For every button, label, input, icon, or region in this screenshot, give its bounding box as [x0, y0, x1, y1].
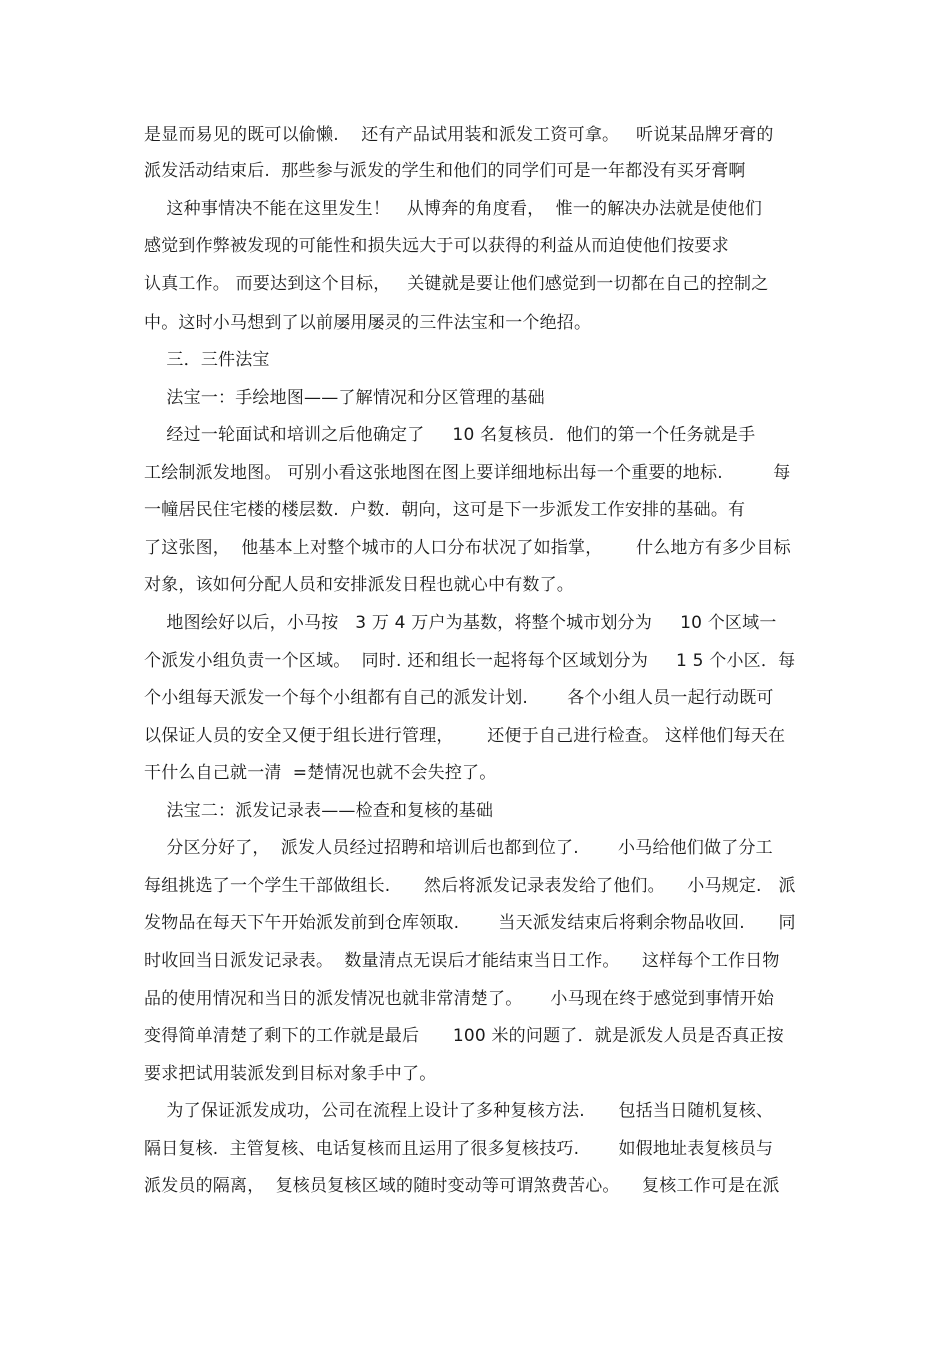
text-line: 这种事情决不能在这里发生！ 从博奔的角度看， 惟一的解决办法就是使他们 [144, 199, 763, 219]
text-line: 派发活动结束后. 那些参与派发的学生和他们的同学们可是一年都没有买牙膏啊 [144, 161, 746, 181]
text-line: 每组挑选了一个学生干部做组长. 然后将派发记录表发给了他们。 小马规定. 派 [144, 876, 796, 896]
text-line: 认真工作。 而要达到这个目标， 关键就是要让他们感觉到一切都在自己的控制之 [144, 274, 769, 294]
text-line: 经过一轮面试和培训之后他确定了 10 名复核员．他们的第一个任务就是手 [144, 425, 756, 445]
text-line: 工绘制派发地图。 可别小看这张地图在图上要详细地标出每一个重要的地标. 每 [144, 463, 791, 483]
text-line: 隔日复核. 主管复核、电话复核而且运用了很多复核技巧. 如假地址表复核员与 [144, 1139, 774, 1159]
text-line: 一幢居民住宅楼的楼层数. 户数. 朝向，这可是下一步派发工作安排的基础。有 [144, 500, 746, 520]
text-line: 品的使用情况和当日的派发情况也就非常清楚了。 小马现在终于感觉到事情开始 [144, 989, 775, 1009]
text-line: 时收回当日派发记录表。 数量清点无误后才能结束当日工作。 这样每个工作日物 [144, 951, 780, 971]
subsection-heading: 法宝二：派发记录表——检查和复核的基础 [144, 801, 494, 821]
text-line: 派发员的隔离， 复核员复核区域的随时变动等可谓煞费苦心。 复核工作可是在派 [144, 1176, 780, 1196]
text-line: 发物品在每天下午开始派发前到仓库领取. 当天派发结束后将剩余物品收回. 同 [144, 913, 796, 933]
text-line: 变得简单清楚了剩下的工作就是最后 100 米的问题了．就是派发人员是否真正按 [144, 1026, 784, 1046]
text-line: 分区分好了， 派发人员经过招聘和培训后也都到位了. 小马给他们做了分工 [144, 838, 773, 858]
text-line: 干什么自己就一清 =楚情况也就不会失控了。 [144, 763, 497, 783]
section-heading: 三．三件法宝 [144, 350, 270, 370]
text-line: 对象，该如何分配人员和安排派发日程也就心中有数了。 [144, 575, 574, 595]
text-line: 要求把试用装派发到目标对象手中了。 [144, 1064, 437, 1084]
text-line: 地图绘好以后，小马按 3 万 4 万户为基数，将整个城市划分为 10 个区域一 [144, 613, 777, 633]
text-line: 中。这时小马想到了以前屡用屡灵的三件法宝和一个绝招。 [144, 313, 592, 333]
text-line: 是显而易见的既可以偷懒. 还有产品试用装和派发工资可拿。 听说某品牌牙膏的 [144, 125, 774, 145]
text-line: 个派发小组负责一个区域。 同时. 还和组长一起将每个区域划分为 1 5 个小区．每 [144, 651, 796, 671]
text-line: 个小组每天派发一个每个小组都有自己的派发计划. 各个小组人员一起行动既可 [144, 688, 774, 708]
text-line: 感觉到作弊被发现的可能性和损失远大于可以获得的利益从而迫使他们按要求 [144, 236, 729, 256]
subsection-heading: 法宝一：手绘地图——了解情况和分区管理的基础 [144, 388, 545, 408]
text-line: 为了保证派发成功，公司在流程上设计了多种复核方法. 包括当日随机复核、 [144, 1101, 774, 1121]
text-line: 以保证人员的安全又便于组长进行管理， 还便于自己进行检查。 这样他们每天在 [144, 726, 786, 746]
text-line: 了这张图， 他基本上对整个城市的人口分布状况了如指掌， 什么地方有多少目标 [144, 538, 791, 558]
